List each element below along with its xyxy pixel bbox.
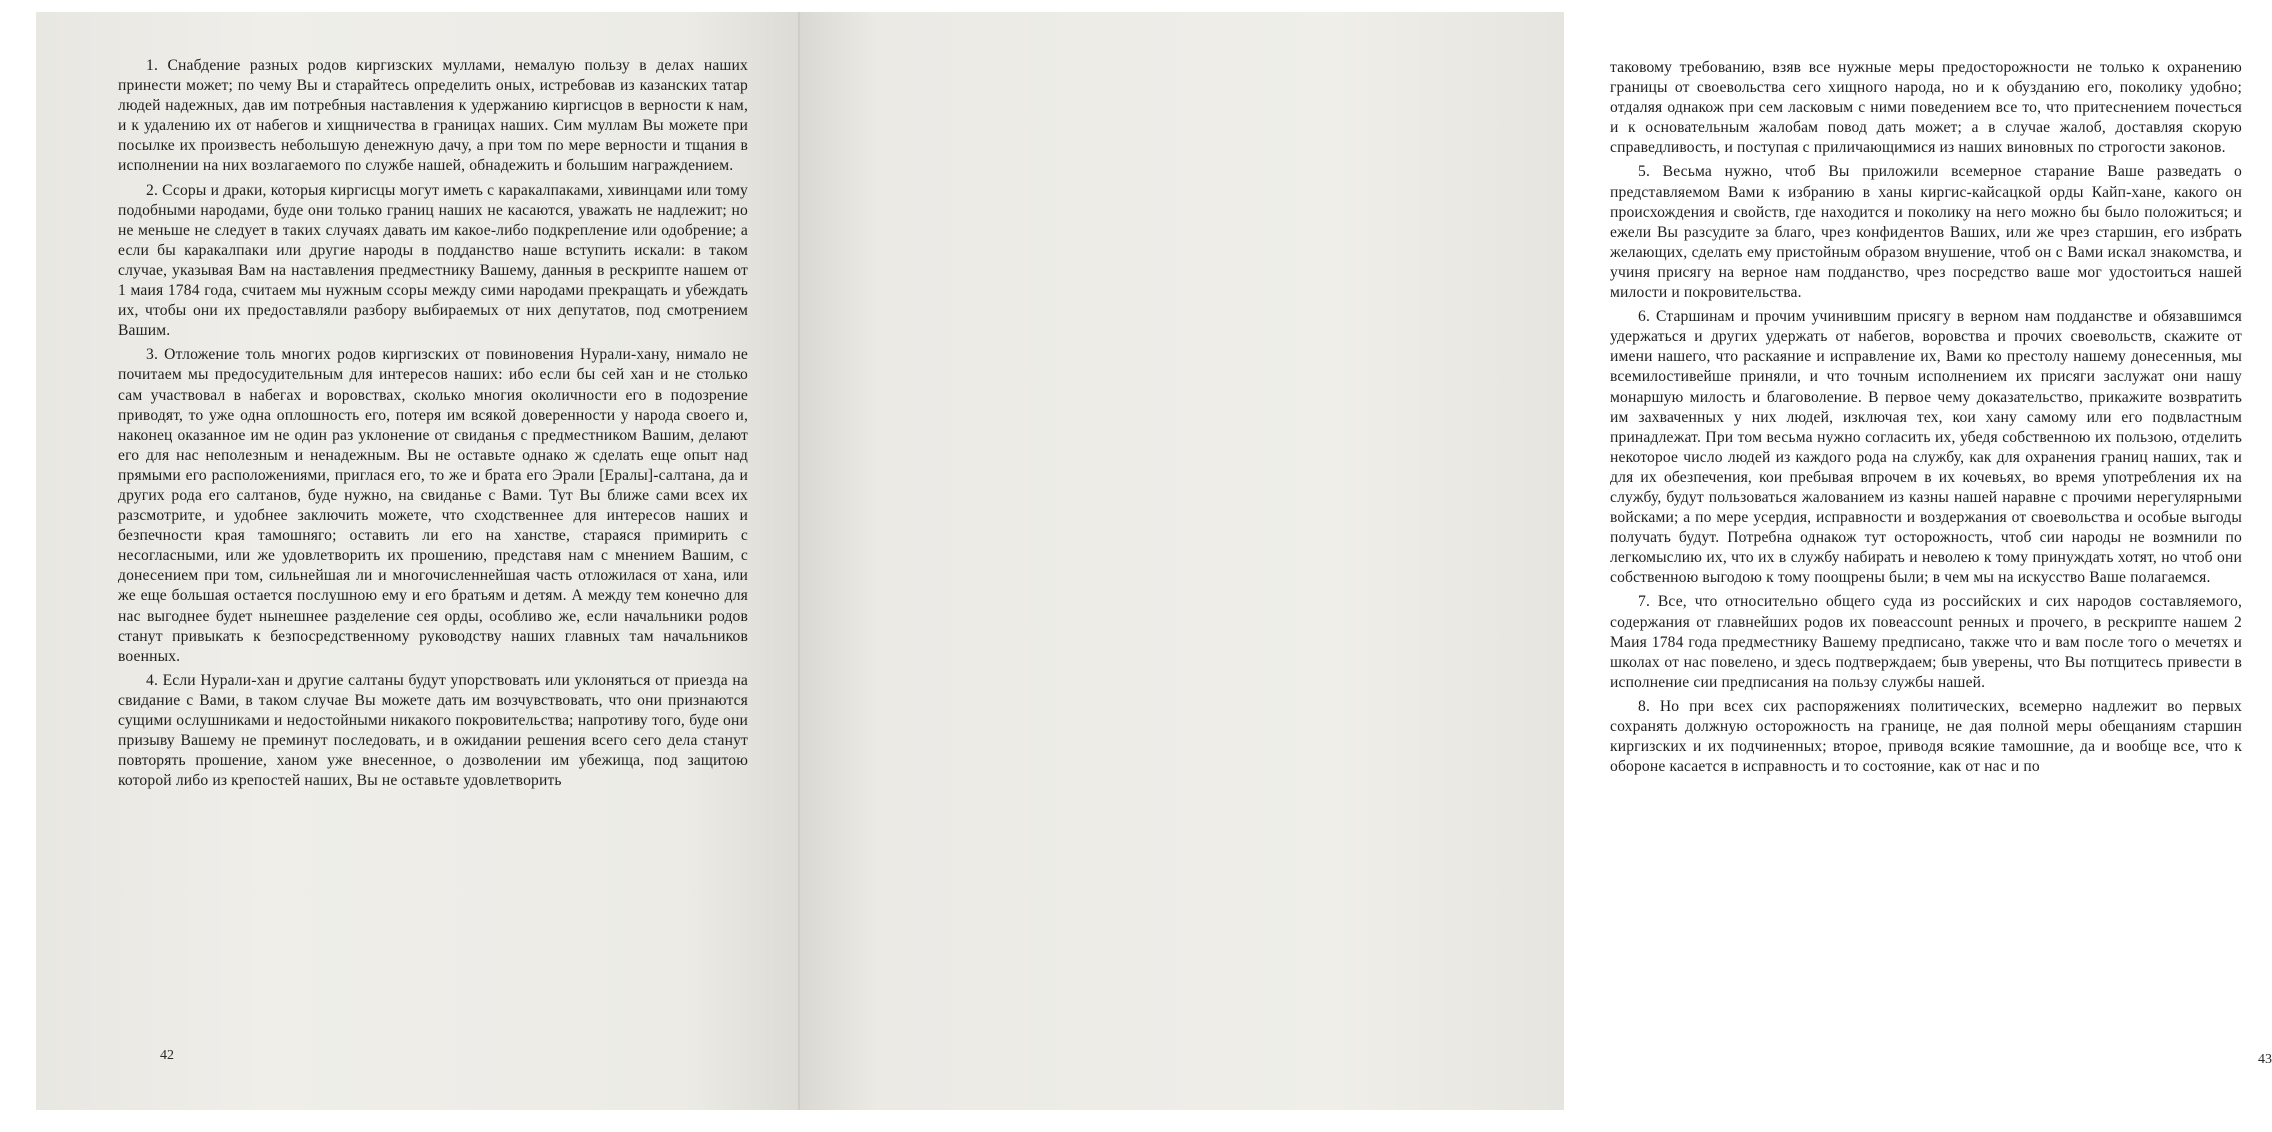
right-page	[800, 12, 2272, 1110]
paragraph-5: 5. Весьма нужно, чтоб Вы приложили всемерное старание Ваше разведать о представляемом Вами к избранию в ханы киргис-кайсацкой орды Кайп-хане, какого он происхождения и свойств, где находится и поколику на него можно бы было положиться; и ежели Вы разсудите за благо, чрез конфидентов Ваших, или же чрез старшин, его избрать желающих, сделать ему пристойным образом внушение, чтоб он с Вами искал знакомства, и учиня присягу на верное нам подданство, чрез посредство ваше мог удостоиться нашей милости и покровительства.	[1610, 163, 2242, 302]
right-page-text	[1610, 58, 2242, 781]
paragraph-3: 3. Отложение толь многих родов киргизских от повиновения Нурали-хану, нимало не почитаем мы предосудительным для интересов наших: ибо если бы сей хан и не столько сам участвовал в набегах и воровствах, сколько многия околичности его в подозрение приводят, то уже одна оплошность его, потеря им всякой доверенности у народа своего и, наконец оказанное им не один раз уклонение от свиданья с предместником Вашим, делают его для нас неполезным и ненадежным. Вы не оставьте однако ж сделать еще опыт над прямыми его расположениями, приглася его, то же и брата его Эрали [Ералы]-салтана, да и других рода его салтанов, буде нужно, на свиданье с Вами. Тут Вы ближе сами всех их разсмотрите, и удобнее заключить можете, что сходственнее для интересов наших и безпечности края тамошняго; оставить ли его на ханстве, стараяся примирить с несогласными, или же удовлетворить их прошению, представя нам с мнением Вашим, с донесением при том, сильнейшая ли и многочисленнейшая часть отложилася от хана, или же еще большая остается послушною ему и его братьям и детям. А между тем конечно для нас выгоднее будет нынешнее разделение сея орды, особливо же, если начальники родов станут привыкать к безпосредственному руководству наших главных там начальников военных.	[118, 346, 748, 665]
paragraph-7: 7. Все, что относительно общего суда из российских и сих народов составляемого, содержания от главнейших родов их повеaccount ренных и прочего, в рескрипте нашем 2 Маия 1784 года предместнику Вашему предписано, также что и вам после того о мечетях и школах от нас повелено, и здесь подтверждаем; быв уверены, что Вы потщитесь привести в исполнение сии предписания на пользу службы нашей.	[1610, 593, 2242, 691]
left-page-number: 42	[160, 1048, 174, 1063]
paragraph-1: 1. Снабдение разных родов киргизских муллами, немалую пользу в делах наших принести может; по чему Вы и старайтесь определить оных, истребовав из казанских татар людей надежных, дав им потребныя наставления к удержанию киргисцов в верности к нам, и к удалению их от набегов и хищничества в границах наших. Сим муллам Вы можете при посылке их произвесть небольшую денежную дачу, а при том по мере верности и тщания в исполнении на них возлагаемого по службе нашей, обнадежить и большим награждением.	[118, 57, 748, 175]
paragraph-continuation: таковому требованию, взяв все нужные меры предосторожности не только к охранению границы от своевольства сего хищного народа, но и к обузданию его, поколику удобно; отдаляя однакож при сем ласковым с ними поведением все то, что притеснением почесться и к основательным жалобам повод дать может; а в случае жалоб, доставляя скорую справедливость, и поступая с приличающимися из наших виновных по строгости законов.	[1610, 59, 2242, 157]
left-page	[36, 12, 800, 1110]
book-spread	[36, 12, 2272, 1110]
paragraph-4: 4. Если Нурали-хан и другие салтаны будут упорствовать или уклоняться от приезда на свидание с Вами, в таком случае Вы можете дать им возчувствовать, что они признаются сущими ослушниками и недостойными никакого покровительства; напротиву того, буде они призыву Вашему не преминут последовать, и в ожидании решения всего сего дела станут повторять прошение, ханом уже внесенное, о дозволении им убежища, под защитою которой либо из крепостей наших, Вы не оставьте удовлетворить	[118, 671, 748, 790]
paragraph-6: 6. Старшинам и прочим учинившим присягу в верном нам подданстве и обязавшимся удержаться и других удержать от набегов, воровства и прочих своевольств, скажите от имени нашего, что раскаяние и исправление их, Вами ко престолу нашему донесенныя, мы всемилостивейше приняли, и что точным исполнением их присяги заслужат они нашу монаршую милость и благоволение. В первое чему доказательство, прикажите возвратить им захваченных у них людей, изключая тех, кои хану самому или его подвластным принадлежат. При том весьма нужно согласить их, убедя собственною их пользою, отделить некоторое число людей из каждого рода на службу, как для охранения границ наших, так и для их обезпечения, кои пребывая впрочем в их кочевьях, во время употребления их на службу, будут пользоваться жалованием из казны нашей наравне с прочими нерегулярными войсками; а по мере усердия, исправности и воздержания от своевольства и особые выгоды получать будут. Потребна однакож тут осторожность, чтоб сии народы не возмнили по легкомыслию их, что их в службу набирать и неволею к тому принуждать хотят, но чтоб они собственною выгодою к тому поощрены были; в чем мы на искусство Ваше полагаемся.	[1610, 308, 2242, 587]
left-page-text	[118, 56, 748, 795]
right-page-number: 43	[2258, 1052, 2272, 1067]
paragraph-8: 8. Но при всех сих распоряжениях политических, всемерно надлежит во первых сохранять должную осторожность на границе, не дая полной меры обещаниям старшин киргизских и их подчиненных; второе, приводя всякие тамошние, да и вообще все, что к обороне касается в исправность и то состояние, как от нас и по	[1610, 697, 2242, 776]
paragraph-2: 2. Ссоры и драки, которыя киргисцы могут иметь с каракалпаками, хивинцами или тому подобными народами, буде они только границ наших не касаются, уважать не надлежит; но не меньше не следует в таких случаях давать им какое-либо подкрепление или одобрение; а если бы каракалпаки или другие народы в подданство наше вступить искали: в таком случае, указывая Вам на наставления предместнику Вашему, данныя в рескрипте нашем от 1 маия 1784 года, считаем мы нужным ссоры между сими народами прекращать и убеждать их, чтобы они их предоставляли разбору выбираемых от них депутатов, под смотрением Вашим.	[118, 181, 748, 340]
